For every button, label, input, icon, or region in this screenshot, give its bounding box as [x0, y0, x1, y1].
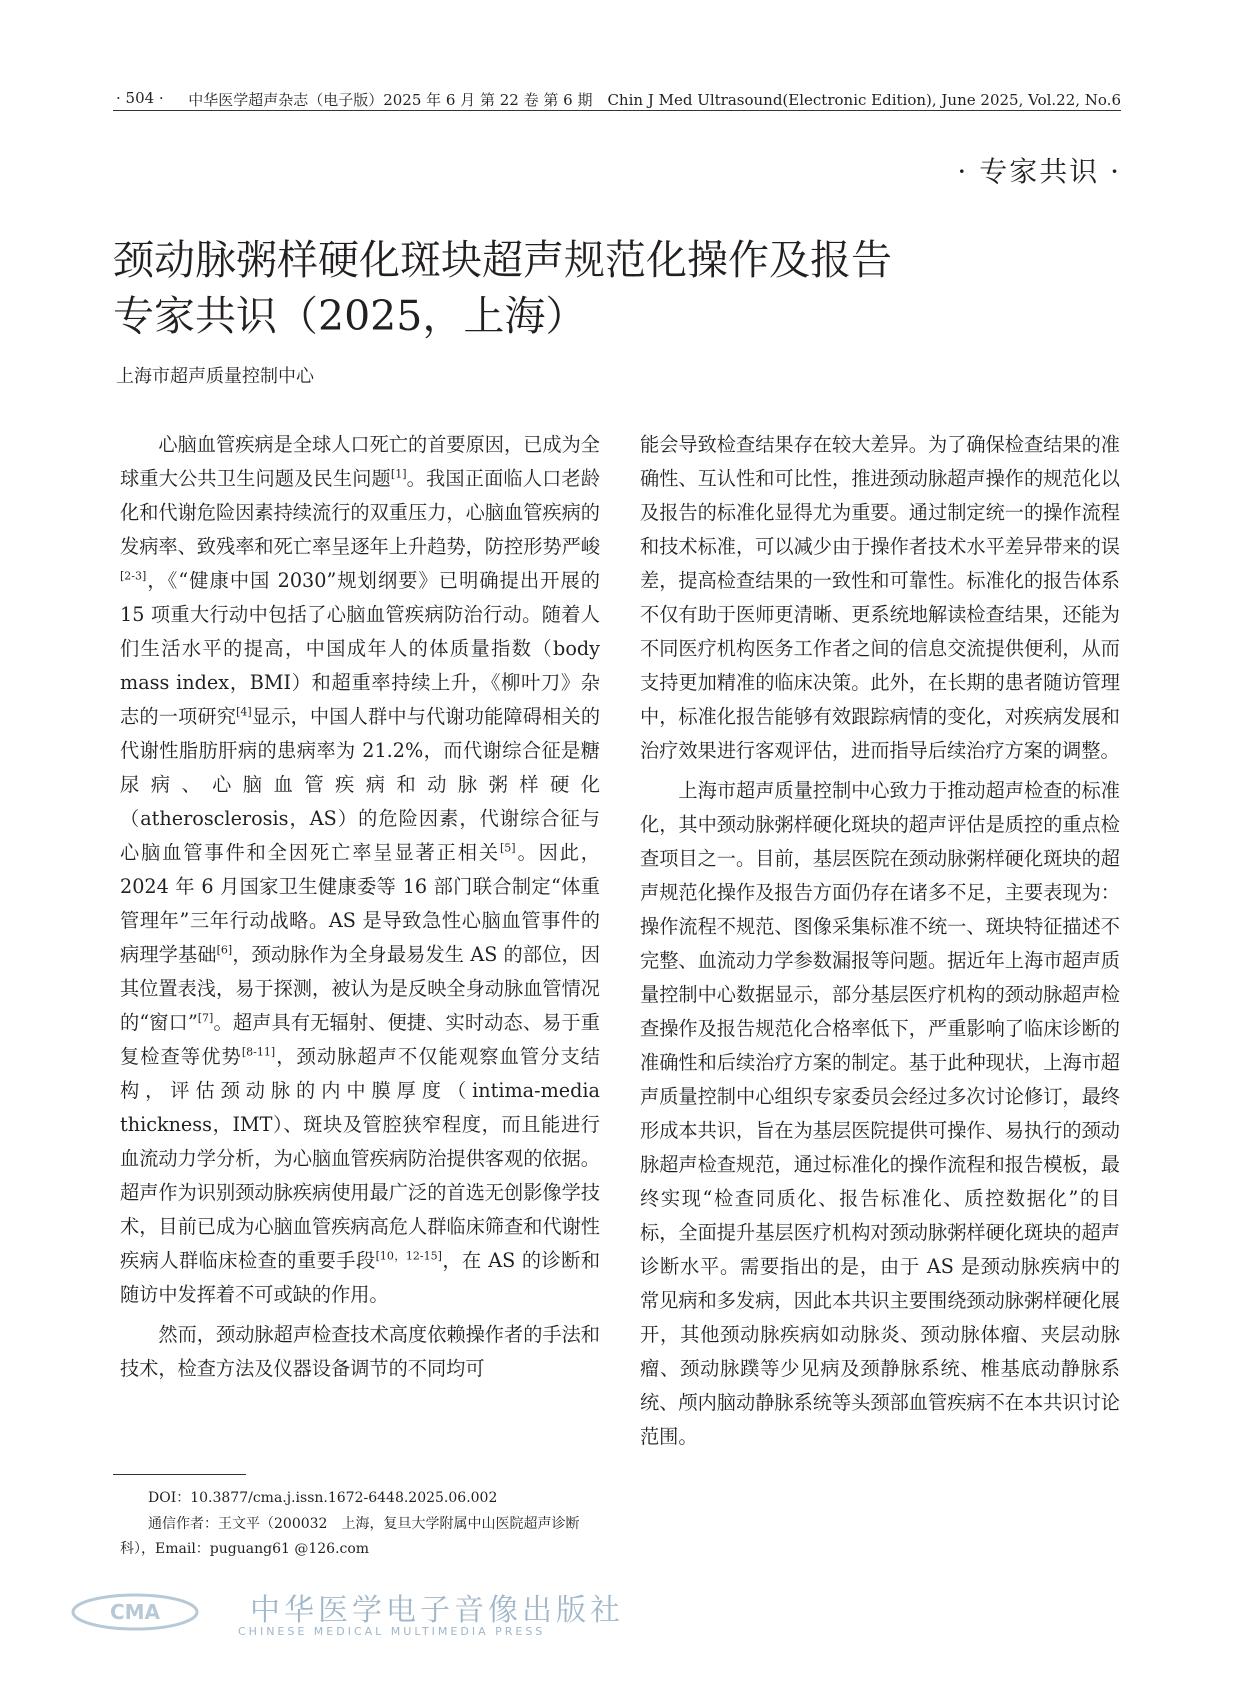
- footnote-doi: DOI：10.3877/cma.j.issn.1672-6448.2025.06.002: [148, 1490, 498, 1506]
- paragraph: 上海市超声质量控制中心致力于推动超声检查的标准化，其中颈动脉粥样硬化斑块的超声评估是质控的重点检查项目之一。目前，基层医院在颈动脉粥样硬化斑块的超声规范化操作及报告方面仍存在诸多不足，主要表现为：操作流程不规范、图像采集标准不统一、斑块特征描述不完整、血流动力学参数漏报等问题。据近年上海市超声质量控制中心数据显示，部分基层医疗机构的颈动脉超声检查操作及报告规范化合格率低下，严重影响了临床诊断的准确性和后续治疗方案的制定。基于此种现状，上海市超声质量控制中心组织专家委员会经过多次讨论修订，最终形成本共识，旨在为基层医院提供可操作、易执行的颈动脉超声检查规范，通过标准化的操作流程和报告模板，最终实现“检查同质化、报告标准化、质控数据化”的目标，全面提升基层医疗机构对颈动脉粥样硬化斑块的超声诊断水平。需要指出的是，由于 AS 是颈动脉疾病中的常见病和多发病，因此本共识主要围绕颈动脉粥样硬化展开，其他颈动脉疾病如动脉炎、颈动脉体瘤、夹层动脉瘤、颈动脉蹼等少见病及颈静脉系统、椎基底动静脉系统、颅内脑动静脉系统等头颈部血管疾病不在本共识讨论范围。: [640, 779, 1120, 1448]
- author: 上海市超声质量控制中心: [116, 366, 314, 387]
- citation: [7]: [197, 1011, 214, 1025]
- citation: [4]: [236, 705, 252, 719]
- running-header: 中华医学超声杂志（电子版）2025 年 6 月 第 22 卷 第 6 期 Chin J Med Ultrasound(Electronic Edition), June 2025, Vol.22, No.6: [188, 91, 1121, 109]
- text-run: ，颈动脉超声不仅能观察血管分支结构，评估颈动脉的内中膜厚度（intima-media thickness，IMT）、斑块及管腔狭窄程度，而且能进行血流动力学分析，为心脑血管疾病防治提供客观的依据。超声作为识别颈动脉疾病使用最广泛的首选无创影像学技术，目前已成为心脑血管疾病高危人群临床筛查和代谢性疾病人群临床检查的重要手段: [120, 1045, 600, 1272]
- citation: [6]: [216, 943, 233, 957]
- citation: [2-3]: [120, 569, 147, 583]
- footnote-rule: [113, 1474, 246, 1475]
- footnote-corresponding-author: 通信作者：王文平（200032 上海，复旦大学附属中山医院超声诊断科），Email：puguang61 @126.com: [120, 1516, 580, 1557]
- paragraph: 然而，颈动脉超声检查技术高度依赖操作者的手法和技术，检查方法及仪器设备调节的不同均可: [120, 1323, 600, 1380]
- text-run: 。我国正面临人口老龄化和代谢危险因素持续流行的双重压力，心脑血管疾病的发病率、致残率和死亡率呈逐年上升趋势，防控形势严峻: [120, 467, 601, 558]
- publisher-watermark-english: CHINESE MEDICAL MULTIMEDIA PRESS: [238, 1625, 546, 1638]
- text-run: 显示，中国人群中与代谢功能障碍相关的代谢性脂肪肝病的患病率为 21.2%，而代谢综合征是糖尿病、心脑血管疾病和动脉粥样硬化（atherosclerosis，AS）的危险因素，代谢综合征与心脑血管事件和全因死亡率呈显著正相关: [120, 705, 601, 864]
- paragraph: 能会导致检查结果存在较大差异。为了确保检查结果的准确性、互认性和可比性，推进颈动脉超声操作的规范化以及报告的标准化显得尤为重要。通过制定统一的操作流程和技术标准，可以减少由于操作者技术水平差异带来的误差，提高检查结果的一致性和可靠性。标准化的报告体系不仅有助于医师更清晰、更系统地解读检查结果，还能为不同医疗机构医务工作者之间的信息交流提供便利，从而支持更加精准的临床决策。此外，在长期的患者随访管理中，标准化报告能够有效跟踪病情的变化，对疾病发展和治疗效果进行客观评估，进而指导后续治疗方案的调整。: [640, 433, 1120, 762]
- text-run: 心脑血管疾病是全球人口死亡的首要原因，已成为全球重大公共卫生问题及民生问题: [120, 433, 600, 490]
- article-title: [113, 232, 1113, 344]
- citation: [10，12-15]: [375, 1249, 442, 1263]
- citation: [8-11]: [241, 1045, 276, 1059]
- text-run: 。因此，2024 年 6 月国家卫生健康委等 16 部门联合制定“体重管理年”三年行动战略。AS 是导致急性心脑血管事件的病理学基础: [120, 841, 600, 966]
- paragraph: [120, 428, 600, 1312]
- title-line-1: 颈动脉粥样硬化斑块超声规范化操作及报告: [113, 236, 892, 284]
- text-run: ，颈动脉作为全身最易发生 AS 的部位，因其位置表浅，易于探测，被认为是反映全身动脉血管情况的“窗口”: [120, 943, 601, 1034]
- title-line-2: 专家共识（2025，上海）: [113, 292, 587, 340]
- left-column: [120, 428, 600, 1392]
- cma-logo-watermark: [70, 1592, 200, 1632]
- section-label: · 专家共识 ·: [957, 155, 1121, 188]
- text-run: ，《“健康中国 2030”规划纲要》已明确提出开展的 15 项重大行动中包括了心脑血管疾病防治行动。随着人们生活水平的提高，中国成年人的体质量指数（body mass index，BMI）和超重率持续上升，《柳叶刀》杂志的一项研究: [120, 569, 600, 728]
- header-rule: [113, 110, 1121, 111]
- publisher-watermark: 中华医学电子音像出版社: [250, 1593, 624, 1628]
- text-run: 。超声具有无辐射、便捷、实时动态、易于重复检查等优势: [120, 1011, 600, 1068]
- text-run: ，在 AS 的诊断和随访中发挥着不可或缺的作用。: [120, 1249, 601, 1306]
- right-column: [640, 428, 1120, 1460]
- citation: [5]: [499, 841, 516, 855]
- citation: [1]: [390, 467, 407, 481]
- svg-text:CMA: CMA: [109, 1600, 161, 1624]
- page-number: · 504 ·: [116, 89, 164, 107]
